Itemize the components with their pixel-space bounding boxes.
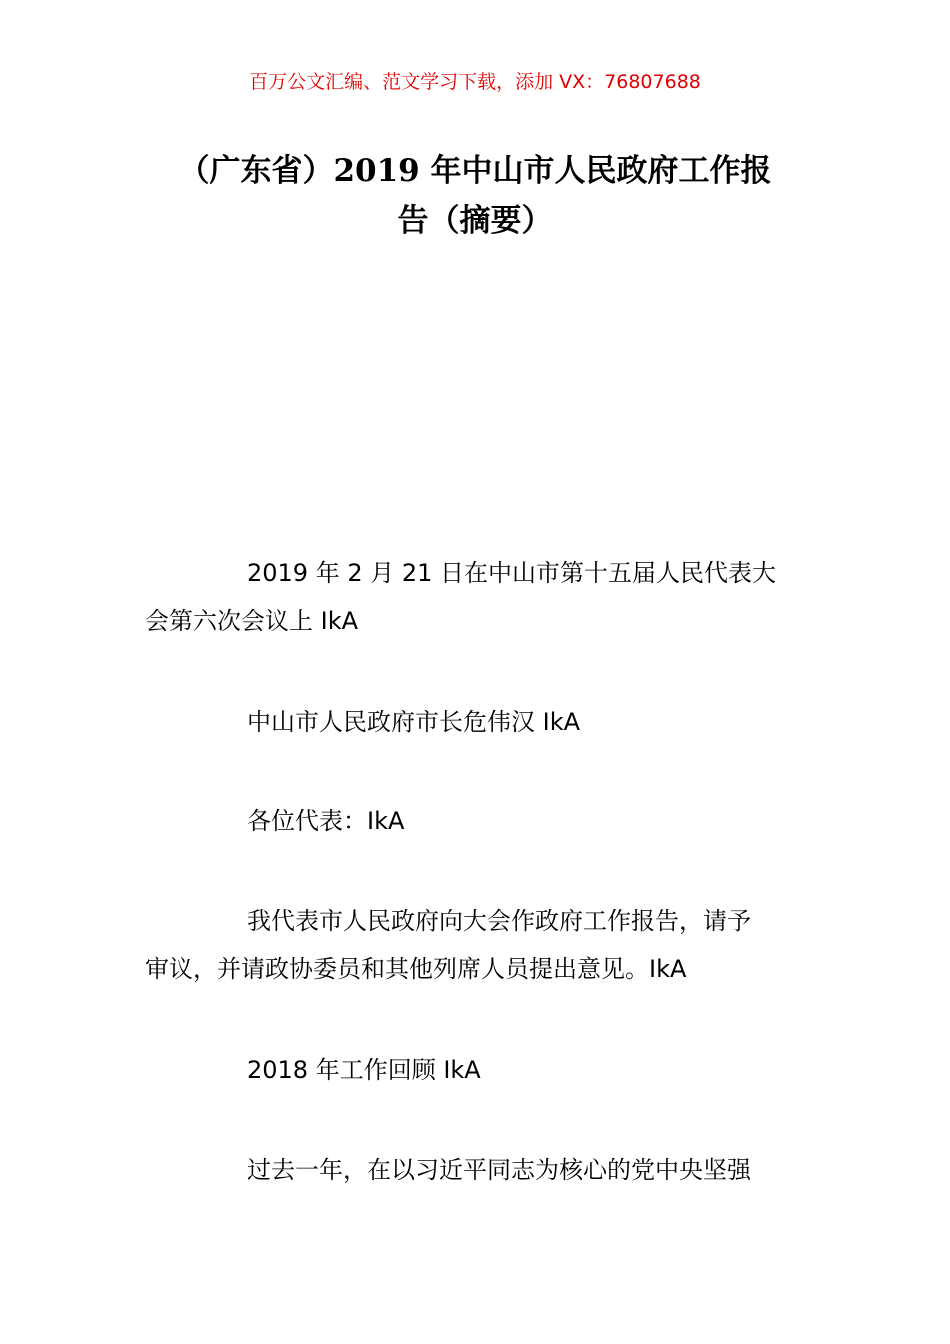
paragraph-salutation [145,797,810,845]
paragraph-line: 过去一年，在以习近平同志为核心的党中央坚强 [247,1156,751,1184]
paragraph-line: 我代表市人民政府向大会作政府工作报告，请予 [247,907,751,935]
paragraph-line: 2019 年 2 月 21 日在中山市第十五届人民代表大 [247,559,777,587]
paragraph-line: 2018 年工作回顾 IkA [247,1056,481,1084]
document-title [140,146,810,246]
title-line-2: 告（摘要） [397,203,553,239]
paragraph-line: 会第六次会议上 IkA [145,607,359,635]
paragraph-speaker [145,698,810,746]
paragraph-line: 中山市人民政府市长危伟汉 IkA [247,708,581,736]
section-heading-review [145,1046,810,1094]
watermark-header: 百万公文汇编、范文学习下载，添加 VX：76807688 [249,71,701,93]
paragraph-review-body [145,1146,810,1194]
paragraph-intro [145,897,810,993]
paragraph-meeting-info [145,549,810,645]
paragraph-line: 各位代表：IkA [247,807,405,835]
paragraph-line: 审议，并请政协委员和其他列席人员提出意见。IkA [145,955,687,983]
title-line-1: （广东省）2019 年中山市人民政府工作报 [178,153,772,189]
